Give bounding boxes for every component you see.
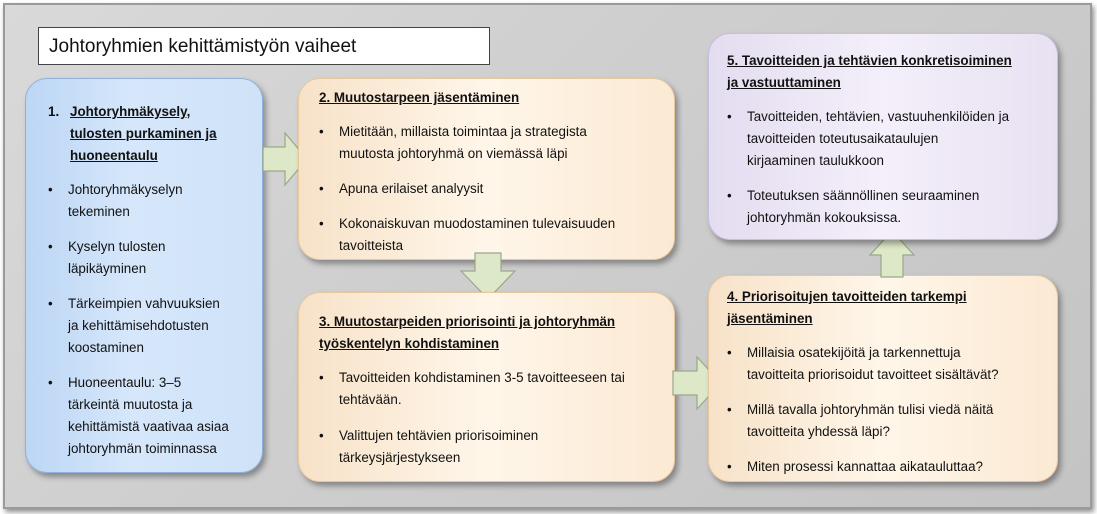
diagram-title: Johtoryhmien kehittämistyön vaiheet <box>38 27 490 65</box>
step-3-title-line: 3. Muutostarpeiden priorisointi ja johtoryhmän <box>319 314 616 329</box>
bullet-item <box>727 106 1052 172</box>
bullet-item <box>48 236 258 280</box>
step-3-title-line: työskentelyn kohdistaminen <box>319 336 500 351</box>
step-1-title <box>70 101 255 167</box>
step-5-title-line: ja vastuuttaminen <box>727 75 841 90</box>
step-2-bullets <box>319 121 664 257</box>
bullet-item <box>727 399 1052 443</box>
step-4-bullets <box>727 342 1052 478</box>
bullet-line: muutosta johtoryhmä on viemässä läpi <box>339 146 568 161</box>
bullet-line: tavoitteiden toteutusaikataulujen <box>747 131 939 146</box>
bullet-line: • Tavoitteiden, tehtävien, vastuuhenkilöiden ja <box>747 109 1010 124</box>
bullet-line: • Millaisia osatekijöitä ja tarkennettuja <box>747 345 961 360</box>
bullet-line: • Tärkeimpien vahvuuksien <box>68 296 220 311</box>
bullet-line: • Johtoryhmäkyselyn <box>68 182 183 197</box>
step-3-title <box>319 311 615 355</box>
bullet-item <box>48 293 258 359</box>
bullet-item <box>48 179 258 223</box>
step-4-card <box>708 275 1058 482</box>
bullet-item <box>727 342 1052 386</box>
bullet-line: • Apuna erilaiset analyysit <box>339 181 484 196</box>
step-3-card <box>298 292 675 482</box>
step-5-bullets <box>727 106 1052 229</box>
bullet-item <box>48 372 258 460</box>
bullet-line: johtoryhmän toiminnassa <box>68 441 217 456</box>
bullet-item <box>319 425 664 469</box>
bullet-item <box>319 367 664 411</box>
step-2-title: 2. Muutostarpeen jäsentäminen <box>319 90 520 105</box>
step-5-title-line: 5. Tavoitteiden ja tehtävien konkretisoiminen <box>727 53 1012 68</box>
bullet-line: tavoitteita yhdessä läpi? <box>747 424 890 439</box>
step-3-bullets <box>319 367 664 469</box>
step-4-title-line: 4. Priorisoitujen tavoitteiden tarkempi <box>727 289 967 304</box>
bullet-line: • Huoneentaulu: 3–5 <box>68 375 182 390</box>
bullet-line: • Kyselyn tulosten <box>68 239 166 254</box>
bullet-line: tavoitteista <box>339 238 404 253</box>
step-2-card <box>298 78 675 260</box>
bullet-line: johtoryhmän kokouksissa. <box>747 210 902 225</box>
bullet-line: läpikäyminen <box>68 261 147 276</box>
bullet-item <box>727 456 1052 478</box>
bullet-line: tavoitteita priorisoidut tavoitteet sisältävät? <box>747 367 999 382</box>
step-5-title <box>727 50 1012 94</box>
step-1-title-line: huoneentaulu <box>70 148 158 163</box>
bullet-line: koostaminen <box>68 340 144 355</box>
bullet-item <box>319 121 664 165</box>
step-1-card <box>25 78 263 473</box>
bullet-item <box>319 178 664 200</box>
step-1-bullets <box>48 179 258 460</box>
bullet-line: tärkeysjärjestykseen <box>339 450 461 465</box>
diagram-frame <box>3 3 1092 509</box>
bullet-line: kehittämistä vaativaa asiaa <box>68 419 229 434</box>
bullet-line: ja kehittämisehdotusten <box>68 318 209 333</box>
bullet-line: tekeminen <box>68 204 130 219</box>
bullet-line: tehtävään. <box>339 392 402 407</box>
bullet-line: • Tavoitteiden kohdistaminen 3-5 tavoitteeseen tai <box>339 370 625 385</box>
step-1-number: 1. <box>48 104 60 119</box>
bullet-line: • Miten prosessi kannattaa aikatauluttaa? <box>747 459 983 474</box>
bullet-item <box>727 185 1052 229</box>
bullet-line: • Toteutuksen säännöllinen seuraaminen <box>747 188 980 203</box>
bullet-line: • Millä tavalla johtoryhmän tulisi viedä näitä <box>747 402 994 417</box>
step-1-title-line: Johtoryhmäkysely, <box>70 104 191 119</box>
bullet-line: • Valittujen tehtävien priorisoiminen <box>339 428 539 443</box>
step-5-card <box>708 33 1058 240</box>
step-4-title <box>727 286 967 330</box>
bullet-line: • Kokonaiskuvan muodostaminen tulevaisuuden <box>339 216 616 231</box>
step-4-title-line: jäsentäminen <box>727 311 813 326</box>
step-1-title-line: tulosten purkaminen ja <box>70 126 217 141</box>
bullet-line: tärkeintä muutosta ja <box>68 397 193 412</box>
bullet-line: kirjaaminen taulukkoon <box>747 153 884 168</box>
bullet-line: • Mietitään, millaista toimintaa ja strategista <box>339 124 587 139</box>
